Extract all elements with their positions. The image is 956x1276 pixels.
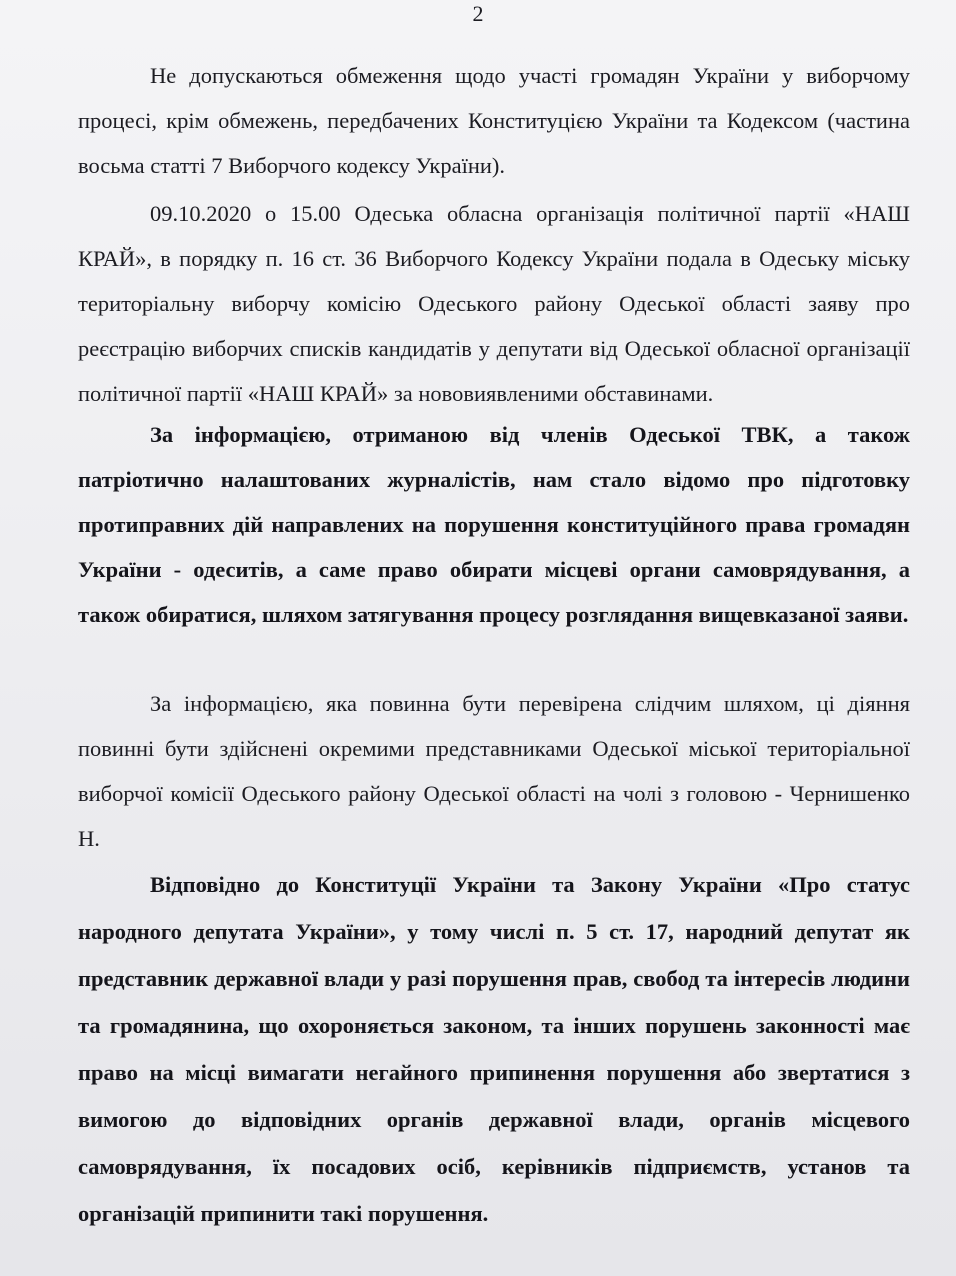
- paragraph-investigation-info: За інформацією, яка повинна бути перевірена слідчим шляхом, ці діяння повинні бути здійснені окремими представниками Одеської міської територіальної виборчої комісії Одеського району Одеської області на чолі з головою - Чернишенко Н.: [78, 691, 910, 851]
- paragraph-information-received: За інформацією, отриманою від членів Одеської ТВК, а також патріотично налаштованих журналістів, нам стало відомо про підготовку протиправних дій направлених на порушення конституційного права громадян України - одеситів, а саме право обирати місцеві органи самоврядування, а також обиратися, шляхом затягування процесу розглядання вищевказаної заяви.: [78, 422, 910, 627]
- paragraph-deputy-rights: Відповідно до Конституції України та Закону України «Про статус народного депутата України», у тому числі п. 5 ст. 17, народний депутат як представник державної влади у разі порушення прав, свобод та інтересів людини та громадянина, що охороняється законом, та інших порушень законності має право на місці вимагати негайного припинення порушення або звертатися з вимогою до відповідних органів державної влади, органів місцевого самоврядування, їх посадових осіб, керівників підприємств, установ та організацій припинити такі порушення.: [78, 872, 910, 1226]
- paragraph-registration-application: 09.10.2020 о 15.00 Одеська обласна організація політичної партії «НАШ КРАЙ», в порядку п. 16 ст. 36 Виборчого Кодексу України подала в Одеську міську територіальну виборчу комісію Одеського району Одеської області заяву про реєстрацію виборчих списків кандидатів у депутати від Одеської обласної організації політичної партії «НАШ КРАЙ» за нововиявленими обставинами.: [78, 201, 910, 406]
- paragraph-election-restrictions: Не допускаються обмеження щодо участі громадян України у виборчому процесі, крім обмежень, передбачених Конституцією України та Кодексом (частина восьма статті 7 Виборчого кодексу України).: [78, 63, 910, 178]
- page-number: 2: [472, 1, 484, 26]
